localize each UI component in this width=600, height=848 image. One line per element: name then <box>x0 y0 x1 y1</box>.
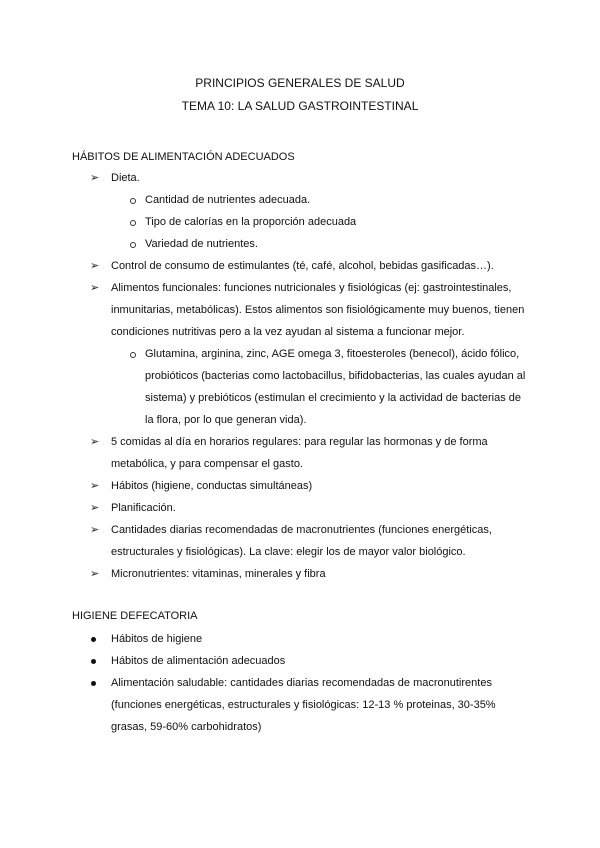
arrow-bullet-icon: ➢ <box>90 172 100 184</box>
arrow-bullet-icon: ➢ <box>90 436 100 448</box>
arrow-bullet-icon: ➢ <box>90 282 100 294</box>
circle-bullet-icon <box>130 220 136 226</box>
bullet-dot-icon <box>91 659 96 664</box>
document-subtitle: TEMA 10: LA SALUD GASTROINTESTINAL <box>181 99 419 113</box>
arrow-bullet-icon: ➢ <box>90 524 100 536</box>
arrow-bullet-icon: ➢ <box>90 260 100 272</box>
section-heading-habitos: HÁBITOS DE ALIMENTACIÓN ADECUADOS <box>72 151 295 163</box>
circle-bullet-icon <box>130 242 136 248</box>
bullet-dot-icon <box>91 637 96 642</box>
circle-bullet-icon <box>130 352 136 358</box>
bullet-dot-icon <box>91 681 96 686</box>
section-heading-higiene: HIGIENE DEFECATORIA <box>72 610 198 622</box>
circle-bullet-icon <box>130 198 136 204</box>
arrow-bullet-icon: ➢ <box>90 568 100 580</box>
arrow-bullet-icon: ➢ <box>90 480 100 492</box>
document-title: PRINCIPIOS GENERALES DE SALUD <box>195 76 405 90</box>
arrow-bullet-icon: ➢ <box>90 502 100 514</box>
document-page: PRINCIPIOS GENERALES DE SALUD TEMA 10: LA SALUD GASTROINTESTINAL HÁBITOS DE ALIMENTACIÓN ADECUADOS ➢ Dieta. Cantidad de nutrientes adecuada. Tipo de calorías en la proporción adecuada Variedad de nutrientes. ➢ Control de consumo de estimulantes (té, café, alcohol, bebidas gasificadas…). ➢ Alimentos funcionales: funciones nutricionales y fisiológicas (ej: gastrointestinales, inmunitarias, metabólicas). Estos alimentos son fisiológicamente muy buenos, tienen condiciones nutritivas pero a la vez ayudan al sistema a funcionar mejor. Glutamina, arginina, zinc, AGE omega 3, fitoesteroles (benecol), ácido fólico, probióticos (bacterias como lactobacillus, bifidobacterias, las cuales ayudan al sistema) y prebióticos (estimulan el crecimiento y la actividad de bacterias de la flora, por lo que generan vida). ➢ 5 comidas al día en horarios regulares: para regular las hormonas y de forma metabólica, y para compensar el gasto. ➢ Hábitos (higiene, conductas simultáneas) ➢ Planificación. ➢ Cantidades diarias recomendadas de macronutrientes (funciones energéticas, estructurales y fisiológicas). La clave: elegir los de mayor valor biológico. ➢ Micronutrientes: vitaminas, minerales y fibra HIGIENE DEFECATORIA Hábitos de higiene Hábitos de alimentación adecuados Alimentación saludable: cantidades diarias recomendadas de macronutirentes (funciones energéticas, estructurales y fisiológicas: 12-13 % proteinas, 30-35% grasas, 59-60% carbohidratos) <box>0 0 600 848</box>
